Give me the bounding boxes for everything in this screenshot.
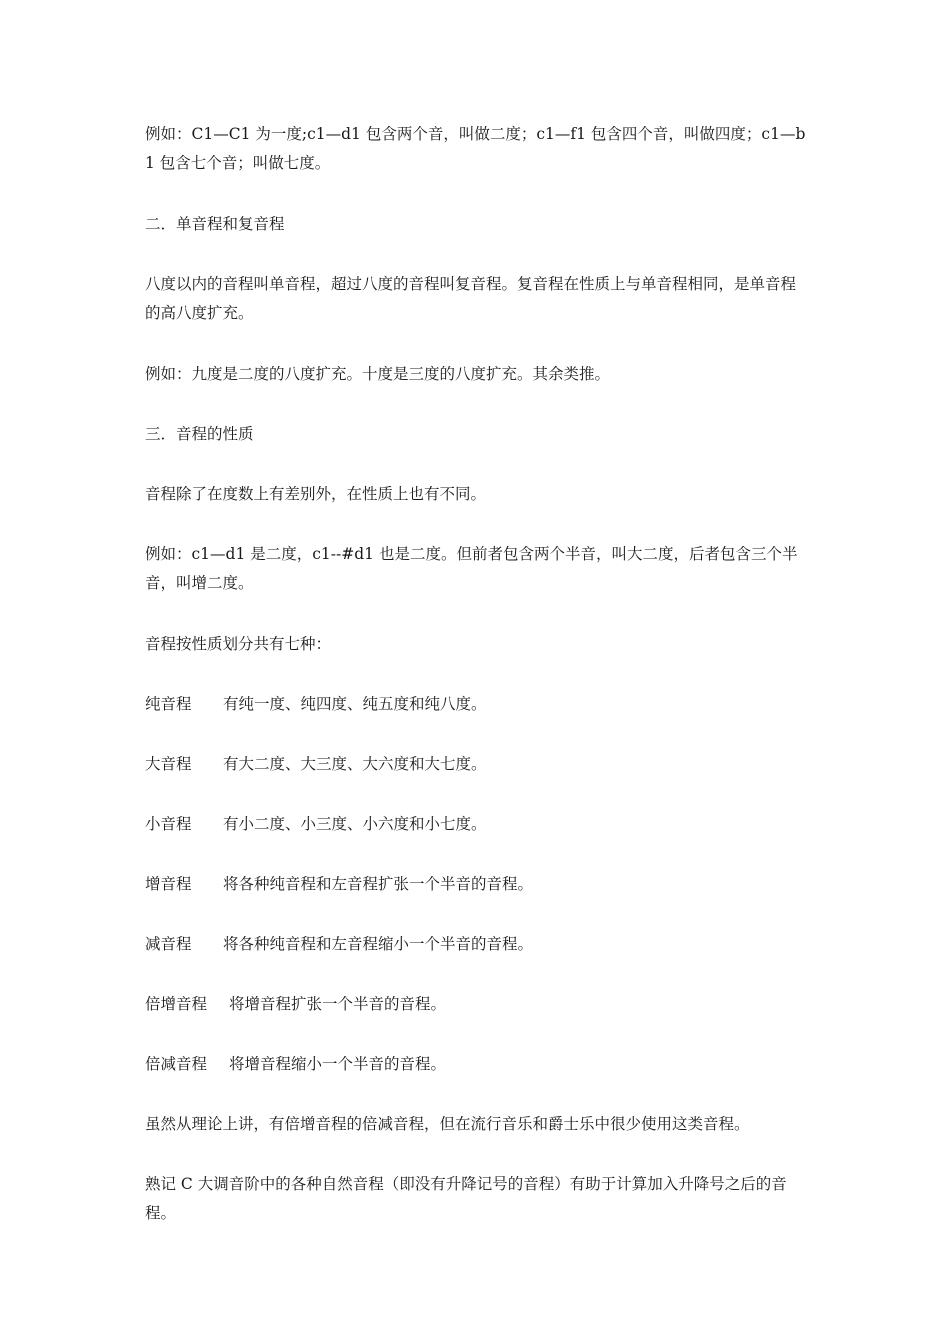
paragraph-simple-compound-definition: 八度以内的音程叫单音程，超过八度的音程叫复音程。复音程在性质上与单音程相同，是单音程的高八度扩充。 bbox=[145, 275, 797, 322]
interval-description: 有大二度、大三度、大六度和大七度。 bbox=[223, 755, 487, 773]
paragraph-seven-types-intro: 音程按性质划分共有七种： bbox=[145, 635, 332, 653]
interval-term: 减音程 bbox=[145, 935, 192, 953]
interval-term: 倍减音程 bbox=[145, 1055, 208, 1073]
paragraph-compound-example: 例如：九度是二度的八度扩充。十度是三度的八度扩充。其余类推。 bbox=[145, 365, 611, 383]
section-heading-interval-quality: 三．音程的性质 bbox=[145, 425, 254, 443]
interval-term: 纯音程 bbox=[145, 695, 192, 713]
interval-row-diminished bbox=[145, 930, 810, 959]
interval-row-doubly-diminished bbox=[145, 1050, 810, 1079]
interval-description: 将增音程扩张一个半音的音程。 bbox=[229, 995, 447, 1013]
paragraph-interval-degree-examples: 例如：C1—C1 为一度;c1—d1 包含两个音，叫做二度；c1—f1 包含四个音，叫做四度；c1—b1 包含七个音；叫做七度。 bbox=[145, 125, 806, 172]
interval-description: 有纯一度、纯四度、纯五度和纯八度。 bbox=[223, 695, 487, 713]
interval-term: 倍增音程 bbox=[145, 995, 208, 1013]
paragraph-quality-example: 例如：c1—d1 是二度，c1--#d1 也是二度。但前者包含两个半音，叫大二度，后者包含三个半音，叫增二度。 bbox=[145, 545, 798, 592]
interval-term: 增音程 bbox=[145, 875, 192, 893]
interval-description: 有小二度、小三度、小六度和小七度。 bbox=[223, 815, 487, 833]
paragraph-quality-intro: 音程除了在度数上有差别外，在性质上也有不同。 bbox=[145, 485, 487, 503]
interval-term: 小音程 bbox=[145, 815, 192, 833]
section-heading-simple-compound: 二．单音程和复音程 bbox=[145, 215, 285, 233]
interval-row-augmented bbox=[145, 870, 810, 899]
interval-row-major bbox=[145, 750, 810, 779]
interval-description: 将各种纯音程和左音程扩张一个半音的音程。 bbox=[223, 875, 534, 893]
interval-row-doubly-augmented bbox=[145, 990, 810, 1019]
paragraph-c-major-tip: 熟记 C 大调音阶中的各种自然音程（即没有升降记号的音程）有助于计算加入升降号之后的音程。 bbox=[145, 1175, 787, 1222]
interval-description: 将增音程缩小一个半音的音程。 bbox=[229, 1055, 447, 1073]
interval-term: 大音程 bbox=[145, 755, 192, 773]
interval-row-perfect bbox=[145, 690, 810, 719]
paragraph-rare-usage-note: 虽然从理论上讲，有倍增音程的倍减音程，但在流行音乐和爵士乐中很少使用这类音程。 bbox=[145, 1115, 750, 1133]
interval-description: 将各种纯音程和左音程缩小一个半音的音程。 bbox=[223, 935, 534, 953]
interval-row-minor bbox=[145, 810, 810, 839]
